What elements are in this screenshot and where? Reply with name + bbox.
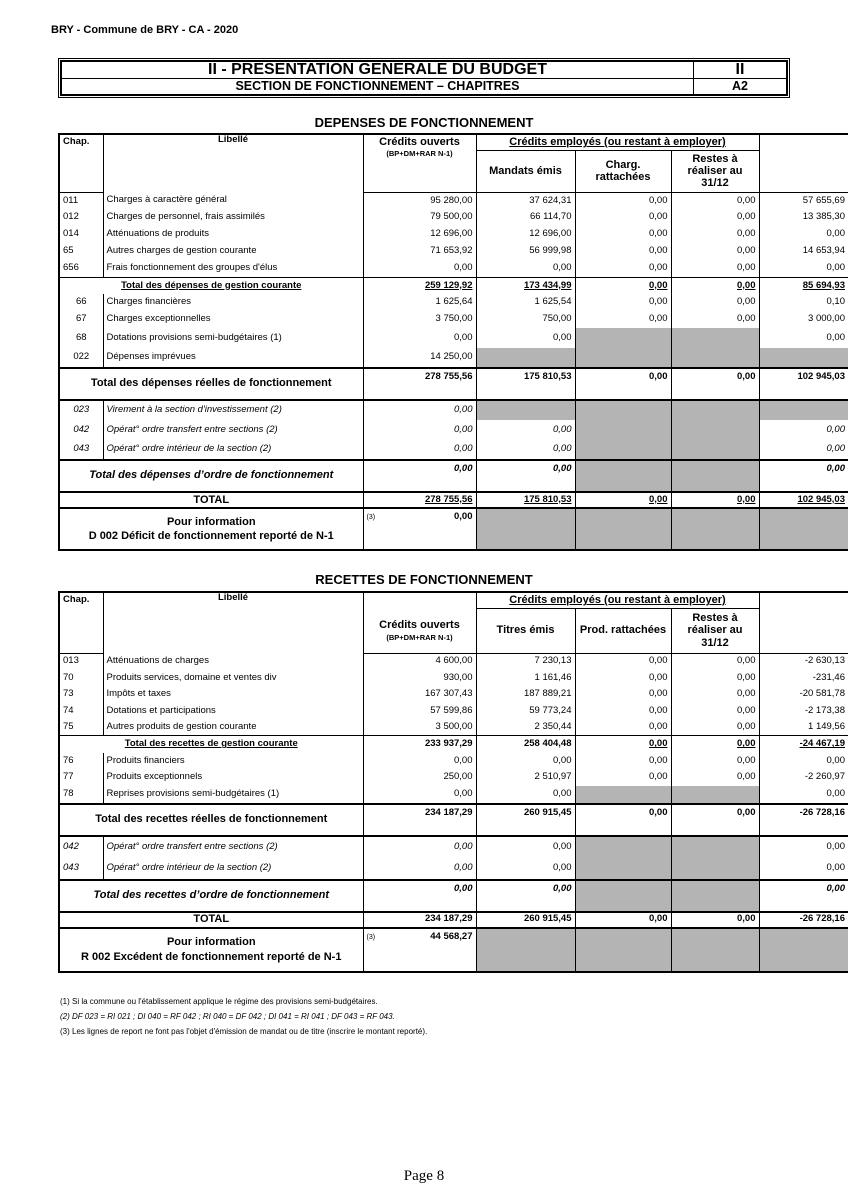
title-box — [58, 58, 790, 98]
value-cell: 102 945,03 — [759, 368, 848, 400]
value-cell: 12 696,00 — [476, 226, 575, 243]
value-cell: -231,46 — [759, 670, 848, 687]
value-cell: 0,00 — [363, 400, 476, 420]
value-cell: 0,00 — [575, 277, 671, 294]
info-line1: Pour information — [166, 936, 256, 949]
libelle-cell: Charges financières — [103, 294, 363, 311]
value-cell: 95 280,00 — [363, 192, 476, 209]
value-cell: 0,00 — [671, 686, 759, 703]
total-gestion-label: Total des dépenses de gestion courante — [59, 277, 363, 294]
page-title: II - PRESENTATION GENERALE DU BUDGET — [62, 62, 694, 79]
table-row — [59, 703, 848, 720]
header-credits-ouverts: Crédits ouverts — [379, 618, 460, 631]
total-reelles-row — [59, 368, 848, 400]
value-cell: 0,10 — [759, 294, 848, 311]
value-cell: 0,00 — [671, 769, 759, 786]
chap-cell: 66 — [75, 296, 87, 308]
value-cell: 3 750,00 — [363, 311, 476, 328]
libelle-cell: Opérat° ordre transfert entre sections (2) — [103, 420, 363, 440]
libelle-cell: Frais fonctionnement des groupes d'élus — [103, 260, 363, 277]
header-libelle: Libellé — [103, 592, 363, 653]
info-ref: (3) — [366, 933, 376, 941]
title-code: A2 — [694, 79, 787, 95]
table-row — [59, 686, 848, 703]
value-cell: 0,00 — [671, 753, 759, 770]
table-row — [59, 328, 848, 348]
libelle-cell: Charges de personnel, frais assimilés — [103, 209, 363, 226]
header-prod: Prod. rattachées — [575, 608, 671, 653]
value-cell: -2 260,97 — [759, 769, 848, 786]
value-cell: 0,00 — [671, 192, 759, 209]
value-cell: 13 385,30 — [759, 209, 848, 226]
ordre-row — [59, 858, 848, 880]
chap-cell: 73 — [63, 688, 74, 700]
value-cell: -2 630,13 — [759, 653, 848, 670]
value-cell: 250,00 — [363, 769, 476, 786]
value-cell: 0,00 — [671, 260, 759, 277]
header-credits-employes: Crédits employés (ou restant à employer) — [476, 592, 759, 608]
table-row — [59, 769, 848, 786]
value-cell: 259 129,92 — [363, 277, 476, 294]
value-cell: 57 655,69 — [759, 192, 848, 209]
table-row — [59, 348, 848, 368]
value-cell: 930,00 — [363, 670, 476, 687]
value-cell: 260 915,45 — [476, 912, 575, 928]
table-row — [59, 653, 848, 670]
value-cell: 0,00 — [671, 209, 759, 226]
info-value: 0,00 — [454, 511, 473, 522]
recettes-rows-1 — [59, 653, 848, 736]
header-bp: (BP+DM+RAR N-1) — [363, 150, 476, 192]
value-cell: 0,00 — [575, 243, 671, 260]
header-credits-ouverts-cell — [363, 608, 476, 653]
value-cell: 0,00 — [363, 460, 476, 492]
value-cell: 37 624,31 — [476, 192, 575, 209]
value-cell: 1 625,64 — [363, 294, 476, 311]
libelle-cell: Autres charges de gestion courante — [103, 243, 363, 260]
value-cell: 0,00 — [575, 368, 671, 400]
value-cell: 14 250,00 — [363, 348, 476, 368]
footnote: (1) Si la commune ou l'établissement applique le régime des provisions semi-budgétaires. — [60, 997, 378, 1006]
table-row — [59, 670, 848, 687]
value-cell: 0,00 — [575, 653, 671, 670]
libelle-cell: Opérat° ordre intérieur de la section (2) — [103, 440, 363, 460]
table-row — [59, 311, 848, 328]
chap-cell: 75 — [63, 720, 74, 732]
footnote: (3) Les lignes de report ne font pas l'objet d'émission de mandat ou de titre (inscrire le montant reporté). — [60, 1027, 428, 1036]
chap-cell: 022 — [73, 351, 90, 363]
value-cell: 0,00 — [476, 858, 575, 880]
value-cell: 0,00 — [363, 858, 476, 880]
libelle-cell: Produits exceptionnels — [103, 769, 363, 786]
total-label: TOTAL — [59, 492, 363, 508]
total-reelles-label: Total des dépenses réelles de fonctionnement — [59, 368, 363, 400]
table-row — [59, 260, 848, 277]
libelle-cell: Autres produits de gestion courante — [103, 719, 363, 736]
chap-cell: 65 — [63, 245, 74, 257]
value-cell: 0,00 — [575, 670, 671, 687]
value-cell: 0,00 — [671, 703, 759, 720]
libelle-cell: Dotations provisions semi-budgétaires (1) — [103, 328, 363, 348]
chap-cell: 042 — [73, 423, 90, 435]
value-cell: 0,00 — [575, 912, 671, 928]
total-reelles-row — [59, 804, 848, 836]
page-subtitle: SECTION DE FONCTIONNEMENT – CHAPITRES — [62, 79, 694, 95]
value-cell: -26 728,16 — [759, 804, 848, 836]
table-row — [59, 226, 848, 243]
total-ordre-row — [59, 880, 848, 912]
chap-cell: 68 — [75, 331, 87, 343]
total-label: TOTAL — [59, 912, 363, 928]
value-cell: 0,00 — [759, 420, 848, 440]
table-row — [59, 209, 848, 226]
value-cell: 0,00 — [363, 753, 476, 770]
value-cell: 234 187,29 — [363, 804, 476, 836]
value-cell: 0,00 — [363, 328, 476, 348]
chap-cell: 656 — [63, 262, 79, 274]
libelle-cell: Reprises provisions semi-budgétaires (1) — [103, 786, 363, 804]
total-reelles-label: Total des recettes réelles de fonctionnement — [59, 804, 363, 836]
header-chap: Chap. — [63, 136, 90, 148]
value-cell: 0,00 — [671, 670, 759, 687]
total-ordre-label: Total des recettes d’ordre de fonctionnement — [59, 880, 363, 912]
value-cell: 187 889,21 — [476, 686, 575, 703]
depenses-rows-1 — [59, 192, 848, 277]
value-cell: 0,00 — [759, 880, 848, 912]
libelle-cell: Opérat° ordre intérieur de la section (2) — [103, 858, 363, 880]
table-row — [59, 243, 848, 260]
value-cell: 0,00 — [671, 277, 759, 294]
value-cell: 0,00 — [575, 686, 671, 703]
value-cell: 85 694,93 — [759, 277, 848, 294]
table-row — [59, 192, 848, 209]
libelle-cell: Produits financiers — [103, 753, 363, 770]
recettes-header-row-1 — [59, 592, 848, 608]
page-number: Page 8 — [403, 1168, 445, 1184]
value-cell: 7 230,13 — [476, 653, 575, 670]
value-cell: 57 599,86 — [363, 703, 476, 720]
header-chap: Chap. — [63, 594, 90, 606]
total-gestion-label: Total des recettes de gestion courante — [59, 736, 363, 753]
header-charg: Charg. rattachées — [575, 150, 671, 192]
value-cell: 234 187,29 — [363, 912, 476, 928]
value-cell: 0,00 — [575, 294, 671, 311]
value-cell: 0,00 — [476, 836, 575, 858]
header-libelle: Libellé — [103, 134, 363, 192]
header-titres: Titres émis — [476, 608, 575, 653]
title-roman: II — [694, 62, 787, 79]
value-cell: 2 350,44 — [476, 719, 575, 736]
recettes-section-title: RECETTES DE FONCTIONNEMENT — [315, 572, 533, 587]
value-cell: 167 307,43 — [363, 686, 476, 703]
value-cell: 1 625,54 — [476, 294, 575, 311]
libelle-cell: Atténuations de charges — [103, 653, 363, 670]
libelle-cell: Dépenses imprévues — [103, 348, 363, 368]
value-cell: 59 773,24 — [476, 703, 575, 720]
value-cell: 0,00 — [759, 753, 848, 770]
libelle-cell: Dotations et participations — [103, 703, 363, 720]
value-cell: -26 728,16 — [759, 912, 848, 928]
value-cell: 0,00 — [575, 209, 671, 226]
value-cell: 1 161,46 — [476, 670, 575, 687]
info-value-cell — [363, 508, 476, 550]
value-cell: 0,00 — [671, 243, 759, 260]
total-row — [59, 912, 848, 928]
total-gestion-row — [59, 277, 848, 294]
chap-cell: 014 — [63, 228, 79, 240]
value-cell: 0,00 — [575, 736, 671, 753]
header-credits-ouverts: Crédits ouverts — [363, 134, 476, 150]
libelle-cell: Charges à caractère général — [103, 192, 363, 209]
value-cell: 0,00 — [363, 880, 476, 912]
value-cell: 102 945,03 — [759, 492, 848, 508]
value-cell: 0,00 — [476, 260, 575, 277]
value-cell: 0,00 — [759, 858, 848, 880]
value-cell: 0,00 — [759, 836, 848, 858]
libelle-cell: Produits services, domaine et ventes div — [103, 670, 363, 687]
info-row — [59, 928, 848, 972]
header-restes: Restes à réaliser au 31/12 — [671, 150, 759, 192]
chap-cell: 023 — [59, 400, 103, 420]
value-cell: 0,00 — [363, 260, 476, 277]
chap-cell: 76 — [63, 754, 74, 766]
value-cell: 0,00 — [476, 880, 575, 912]
value-cell: 0,00 — [575, 492, 671, 508]
value-cell: 0,00 — [671, 368, 759, 400]
value-cell: 0,00 — [671, 804, 759, 836]
value-cell: 260 915,45 — [476, 804, 575, 836]
ordre-row — [59, 836, 848, 858]
libelle-cell: Opérat° ordre transfert entre sections (2) — [103, 836, 363, 858]
header-credits-employes: Crédits employés (ou restant à employer) — [476, 134, 759, 150]
table-row — [59, 753, 848, 770]
value-cell: 0,00 — [363, 786, 476, 804]
value-cell: 0,00 — [363, 836, 476, 858]
chap-cell: 77 — [63, 771, 74, 783]
value-cell: 0,00 — [575, 192, 671, 209]
chap-cell: 042 — [59, 836, 103, 858]
value-cell: 0,00 — [363, 440, 476, 460]
value-cell: 0,00 — [476, 328, 575, 348]
value-cell: 4 600,00 — [363, 653, 476, 670]
info-value: 44 568,27 — [430, 930, 473, 942]
value-cell: 278 755,56 — [363, 492, 476, 508]
info-line2: D 002 Déficit de fonctionnement reporté de N-1 — [88, 530, 334, 542]
value-cell: 175 810,53 — [476, 492, 575, 508]
value-cell: 0,00 — [575, 311, 671, 328]
footnotes — [60, 994, 427, 1039]
libelle-cell: Impôts et taxes — [103, 686, 363, 703]
value-cell: 0,00 — [476, 753, 575, 770]
value-cell: 0,00 — [759, 226, 848, 243]
value-cell: 0,00 — [476, 420, 575, 440]
depenses-section-title: DEPENSES DE FONCTIONNEMENT — [314, 115, 534, 130]
table-row — [59, 719, 848, 736]
info-value-cell — [363, 928, 476, 972]
value-cell: -2 173,38 — [759, 703, 848, 720]
value-cell: 258 404,48 — [476, 736, 575, 753]
table-row — [59, 786, 848, 804]
chap-cell: 013 — [63, 655, 79, 667]
depenses-table — [58, 133, 848, 551]
ordre-row — [59, 400, 848, 420]
chap-cell: 74 — [63, 704, 74, 716]
chap-cell: 011 — [63, 194, 79, 206]
chap-cell: 043 — [63, 861, 79, 873]
table-row — [59, 294, 848, 311]
value-cell: 0,00 — [759, 460, 848, 492]
info-line2: R 002 Excédent de fonctionnement reporté de N-1 — [81, 950, 342, 963]
info-label — [59, 928, 363, 972]
info-label — [59, 508, 363, 550]
chap-cell: 043 — [73, 443, 90, 455]
chap-cell: 70 — [63, 671, 74, 683]
value-cell: 0,00 — [759, 786, 848, 804]
total-ordre-label: Total des dépenses d’ordre de fonctionnement — [59, 460, 363, 492]
info-ref: (3) — [366, 514, 376, 521]
header-bp: (BP+DM+RAR N-1) — [386, 632, 453, 642]
value-cell: 0,00 — [671, 912, 759, 928]
value-cell: 71 653,92 — [363, 243, 476, 260]
chap-cell: 78 — [63, 787, 74, 799]
value-cell: 173 434,99 — [476, 277, 575, 294]
chap-cell: 67 — [75, 313, 87, 325]
libelle-cell: Virement à la section d'investissement (2) — [103, 400, 363, 420]
header-restes: Restes à réaliser au 31/12 — [671, 608, 759, 653]
value-cell: 0,00 — [671, 719, 759, 736]
value-cell: 0,00 — [575, 260, 671, 277]
value-cell: 0,00 — [575, 226, 671, 243]
value-cell: 750,00 — [476, 311, 575, 328]
value-cell: 0,00 — [671, 294, 759, 311]
value-cell: 66 114,70 — [476, 209, 575, 226]
value-cell: 79 500,00 — [363, 209, 476, 226]
total-ordre-row — [59, 460, 848, 492]
recettes-table — [58, 591, 848, 973]
value-cell: 0,00 — [575, 804, 671, 836]
value-cell: 3 500,00 — [363, 719, 476, 736]
value-cell: 3 000,00 — [759, 311, 848, 328]
value-cell: 0,00 — [759, 260, 848, 277]
value-cell: 0,00 — [575, 719, 671, 736]
value-cell: 2 510,97 — [476, 769, 575, 786]
header-mandats: Mandats émis — [476, 150, 575, 192]
total-row — [59, 492, 848, 508]
depenses-header-row-1 — [59, 134, 848, 150]
value-cell: 14 653,94 — [759, 243, 848, 260]
value-cell: 1 149,56 — [759, 719, 848, 736]
value-cell: 0,00 — [759, 440, 848, 460]
libelle-cell: Atténuations de produits — [103, 226, 363, 243]
value-cell: 0,00 — [671, 226, 759, 243]
document-header: BRY - Commune de BRY - CA - 2020 — [51, 24, 239, 36]
value-cell: 0,00 — [363, 420, 476, 440]
info-row — [59, 508, 848, 550]
total-gestion-row — [59, 736, 848, 753]
value-cell: 0,00 — [759, 328, 848, 348]
value-cell: 0,00 — [476, 786, 575, 804]
value-cell: -20 581,78 — [759, 686, 848, 703]
value-cell: -24 467,19 — [759, 736, 848, 753]
ordre-row — [59, 420, 848, 440]
value-cell: 0,00 — [671, 736, 759, 753]
value-cell: 0,00 — [671, 311, 759, 328]
value-cell: 56 999,98 — [476, 243, 575, 260]
value-cell: 0,00 — [671, 653, 759, 670]
value-cell: 12 696,00 — [363, 226, 476, 243]
libelle-cell: Charges exceptionnelles — [103, 311, 363, 328]
value-cell: 278 755,56 — [363, 368, 476, 400]
value-cell: 233 937,29 — [363, 736, 476, 753]
info-line1: Pour information — [166, 515, 256, 528]
value-cell: 175 810,53 — [476, 368, 575, 400]
value-cell: 0,00 — [476, 460, 575, 492]
value-cell: 0,00 — [671, 492, 759, 508]
footnote: (2) DF 023 = RI 021 ; DI 040 = RF 042 ; RI 040 = DF 042 ; DI 041 = RI 041 ; DF 043 = RF 043. — [60, 1012, 395, 1021]
value-cell: 0,00 — [575, 703, 671, 720]
value-cell: 0,00 — [476, 440, 575, 460]
chap-cell: 012 — [63, 211, 79, 223]
value-cell: 0,00 — [575, 753, 671, 770]
value-cell: 0,00 — [575, 769, 671, 786]
ordre-row — [59, 440, 848, 460]
